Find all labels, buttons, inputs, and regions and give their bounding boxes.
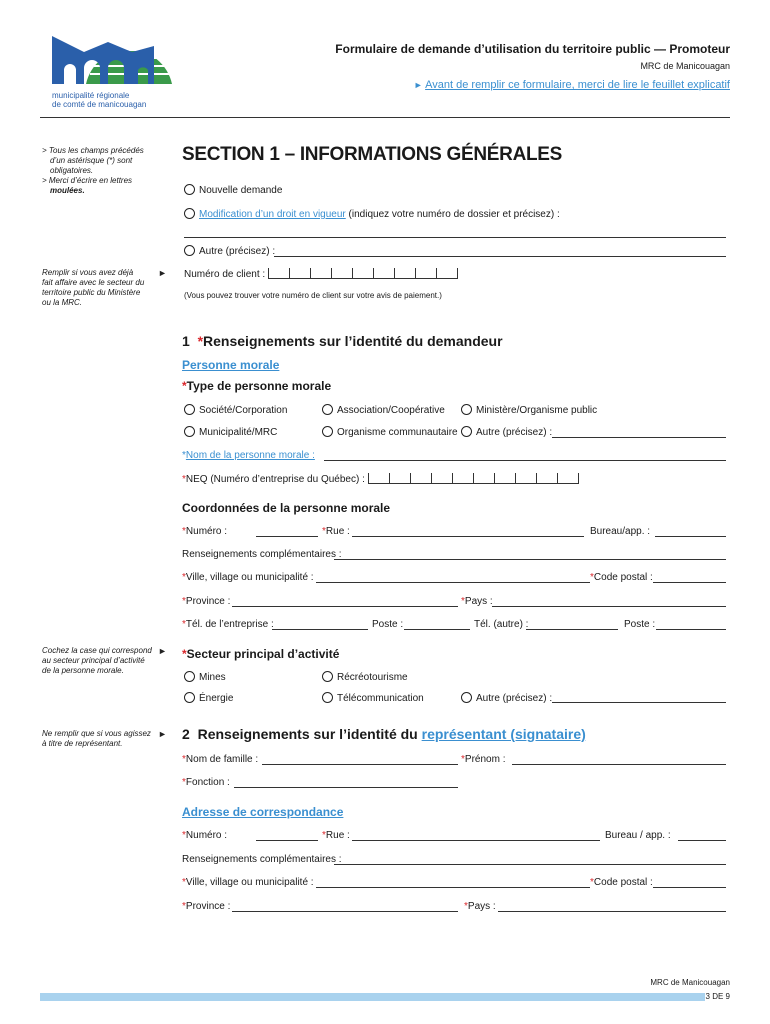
modification-option[interactable]: Modification d’un droit en vigueur (indiquez votre numéro de dossier et précisez) :: [184, 208, 560, 220]
part1-title: 1 *Renseignements sur l’identité du demandeur: [182, 333, 503, 349]
logo: [44, 24, 174, 108]
arrow-right-icon: ►: [158, 646, 167, 656]
p2-renseignements-label: Renseignements complémentaires :: [182, 854, 342, 865]
poste2-label: Poste :: [624, 619, 656, 630]
radio-circle[interactable]: [184, 426, 195, 437]
p2-ville-field[interactable]: [316, 887, 590, 888]
renseignements-field[interactable]: [334, 559, 726, 560]
nom-personne-morale-label: *Nom de la personne morale :: [182, 450, 315, 461]
neq-field[interactable]: *NEQ (Numéro d’entreprise du Québec) :: [182, 473, 579, 485]
radio-circle[interactable]: [184, 245, 195, 256]
nom-personne-morale-field[interactable]: [324, 460, 726, 461]
read-instructions-link[interactable]: [414, 79, 730, 91]
coordonnees-heading: Coordonnées de la personne morale: [182, 501, 391, 515]
radio-circle[interactable]: [461, 426, 472, 437]
type-municipalite-option[interactable]: Municipalité/MRC: [184, 426, 277, 438]
rue-field[interactable]: [352, 536, 584, 537]
radio-circle[interactable]: [184, 404, 195, 415]
p2-pays-field[interactable]: [498, 911, 726, 912]
numero-field[interactable]: [256, 536, 318, 537]
tel-autre-field[interactable]: [526, 629, 618, 630]
type-ministere-option[interactable]: Ministère/Organisme public: [461, 404, 597, 416]
fonction-field[interactable]: [234, 787, 458, 788]
side-note-required: > Tous les champs précédés d’un astérisque (*) sont obligatoires. > Merci d’écrire en lettres moulées.: [42, 146, 144, 195]
type-personne-morale-heading: *Type de personne morale: [182, 379, 332, 393]
secteur-heading: *Secteur principal d’activité: [182, 647, 340, 661]
sector-autre-field[interactable]: [552, 702, 726, 703]
form-title: Formulaire de demande d’utilisation du territoire public — Promoteur: [335, 42, 730, 56]
p2-ville-label: *Ville, village ou municipalité :: [182, 877, 314, 888]
sector-autre-option[interactable]: Autre (précisez) :: [461, 692, 552, 704]
radio-circle[interactable]: [184, 208, 195, 219]
personne-morale-heading: Personne morale: [182, 358, 280, 372]
sector-energie-option[interactable]: Énergie: [184, 692, 233, 704]
p2-rue-label: *Rue :: [322, 830, 350, 841]
bureau-field[interactable]: [655, 536, 726, 537]
p2-numero-field[interactable]: [256, 840, 318, 841]
type-organisme-option[interactable]: Organisme communautaire: [322, 426, 458, 438]
code-postal-label: *Code postal :: [590, 572, 653, 583]
read-instructions-text: Avant de remplir ce formulaire, merci de lire le feuillet explicatif: [425, 79, 730, 91]
nom-famille-label: *Nom de famille :: [182, 754, 259, 765]
adresse-heading: Adresse de correspondance: [182, 805, 344, 819]
arrow-right-icon: ►: [413, 80, 423, 90]
footer-org: MRC de Manicouagan: [650, 978, 730, 987]
poste-field[interactable]: [404, 629, 470, 630]
new-request-option[interactable]: Nouvelle demande: [184, 184, 282, 196]
poste-label: Poste :: [372, 619, 404, 630]
nom-famille-field[interactable]: [262, 764, 458, 765]
sector-telecom-option[interactable]: Télécommunication: [322, 692, 424, 704]
arrow-right-icon: ►: [158, 268, 167, 278]
tel-entreprise-label: *Tél. de l’entreprise :: [182, 619, 274, 630]
sector-recreotourisme-option[interactable]: Récréotourisme: [322, 671, 408, 683]
footer-bar: [40, 993, 705, 1001]
sector-mines-option[interactable]: Mines: [184, 671, 226, 683]
part2-title: 2 Renseignements sur l’identité du représentant (signataire): [182, 726, 586, 742]
ville-field[interactable]: [316, 582, 590, 583]
p2-rue-field[interactable]: [352, 840, 600, 841]
type-societe-option[interactable]: Société/Corporation: [184, 404, 287, 416]
p2-bureau-label: Bureau / app. :: [605, 830, 671, 841]
side-note-client: Remplir si vous avez déjà fait affaire avec le secteur du territoire public du Ministère ou la MRC.: [42, 268, 145, 307]
p2-province-label: *Province :: [182, 901, 231, 912]
logo-graphic: [44, 24, 174, 86]
province-label: *Province :: [182, 596, 231, 607]
logo-text-line1: municipalité régionale: [52, 91, 130, 100]
modification-field[interactable]: [184, 237, 726, 238]
radio-circle[interactable]: [184, 184, 195, 195]
code-postal-field[interactable]: [653, 582, 726, 583]
section-title: SECTION 1 – INFORMATIONS GÉNÉRALES: [182, 144, 563, 165]
fonction-label: *Fonction :: [182, 777, 230, 788]
poste2-field[interactable]: [656, 629, 726, 630]
side-note-representative: Ne remplir que si vous agissez à titre de représentant.: [42, 729, 151, 748]
radio-circle[interactable]: [322, 692, 333, 703]
province-field[interactable]: [232, 606, 458, 607]
p2-pays-label: *Pays :: [464, 901, 496, 912]
bureau-label: Bureau/app. :: [590, 526, 651, 537]
ville-label: *Ville, village ou municipalité :: [182, 572, 314, 583]
logo-text-line2: de comté de manicouagan: [52, 100, 147, 109]
radio-circle[interactable]: [184, 671, 195, 682]
client-number-field[interactable]: Numéro de client :: [184, 268, 458, 280]
pays-label: *Pays :: [461, 596, 493, 607]
rue-label: *Rue :: [322, 526, 350, 537]
prenom-field[interactable]: [512, 764, 726, 765]
radio-circle[interactable]: [461, 692, 472, 703]
p2-code-postal-field[interactable]: [653, 887, 726, 888]
p2-province-field[interactable]: [232, 911, 458, 912]
type-autre-option[interactable]: Autre (précisez) :: [461, 426, 552, 438]
arrow-right-icon: ►: [158, 729, 167, 739]
other-field[interactable]: [274, 256, 726, 257]
modification-link[interactable]: Modification d’un droit en vigueur: [199, 209, 346, 220]
footer-page-number: 3 DE 9: [705, 992, 730, 1001]
type-association-option[interactable]: Association/Coopérative: [322, 404, 445, 416]
tel-entreprise-field[interactable]: [272, 629, 368, 630]
client-number-cells[interactable]: [268, 268, 458, 279]
side-note-sector: Cochez la case qui correspond au secteur principal d’activité de la personne morale.: [42, 646, 152, 675]
pays-field[interactable]: [492, 606, 726, 607]
prenom-label: *Prénom :: [461, 754, 506, 765]
other-option[interactable]: Autre (précisez) :: [184, 245, 275, 257]
type-autre-field[interactable]: [552, 437, 726, 438]
p2-numero-label: *Numéro :: [182, 830, 228, 841]
radio-circle[interactable]: [322, 404, 333, 415]
neq-cells[interactable]: [368, 473, 579, 484]
radio-circle[interactable]: [461, 404, 472, 415]
tel-autre-label: Tél. (autre) :: [474, 619, 529, 630]
radio-circle[interactable]: [184, 692, 195, 703]
p2-bureau-field[interactable]: [678, 840, 726, 841]
client-number-note: (Vous pouvez trouver votre numéro de client sur votre avis de paiement.): [184, 291, 442, 300]
header-divider: [40, 117, 730, 118]
representant-link[interactable]: représentant (signataire): [421, 726, 586, 742]
p2-code-postal-label: *Code postal :: [590, 877, 653, 888]
radio-circle[interactable]: [322, 671, 333, 682]
renseignements-label: Renseignements complémentaires :: [182, 549, 342, 560]
numero-label: *Numéro :: [182, 526, 228, 537]
form-subtitle: MRC de Manicouagan: [640, 61, 730, 71]
p2-renseignements-field[interactable]: [334, 864, 726, 865]
radio-circle[interactable]: [322, 426, 333, 437]
